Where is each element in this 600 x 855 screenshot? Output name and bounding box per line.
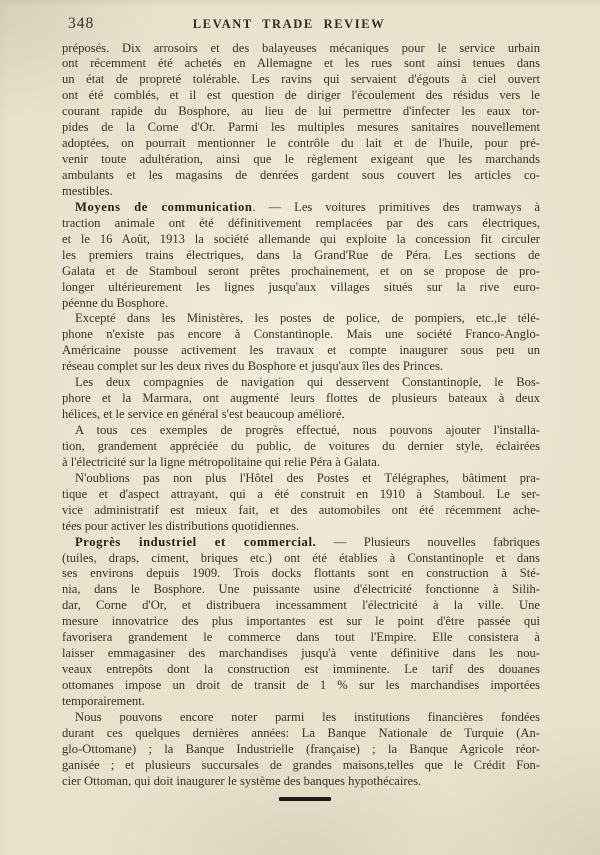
paragraph	[62, 710, 540, 790]
text-line: durant ces quelques dernières années: La Banque Nationale de Turquie (An-	[62, 725, 540, 740]
text-line: mesure innovatrice des plus importantes est sur le point d'être passée qui	[62, 614, 540, 629]
text-line: un état de propreté tolérable. Les ravins qui servaient d'égouts à ciel ouvert	[62, 72, 540, 87]
text-line: ont été comblés, et il est question de diriger l'écoulement des résidus vers le	[62, 88, 540, 103]
paragraph	[62, 423, 540, 471]
text-line: favorisera grandement le commerce dans tout l'Empire. Elle consistera à	[62, 630, 540, 645]
paragraph-heading: Progrès industriel et commercial.	[75, 534, 317, 549]
text-line: les premiers trains électriques, dans la Grand'Rue de Péra. Les sections de	[62, 247, 540, 262]
text-line: longer ultérieurement les lignes jusqu'aux villages situés sur la rive euro-	[62, 279, 540, 294]
text-line: venir toute adultération, ainsi que le règlement exigeant que les marchands	[62, 152, 540, 167]
paragraph	[62, 535, 540, 710]
text-line: temporairement.	[62, 693, 145, 708]
text-line: pides de la Corne d'Or. Parmi les multiples mesures sanitaires nouvellement	[62, 120, 540, 135]
text-line: vice administratif est mieux fait, et des automobiles ont été récemment ache-	[62, 502, 540, 517]
text-line: réseau complet sur les deux rives du Bosphore et jusqu'aux îles des Princes.	[62, 359, 444, 374]
text-line: tique et d'aspect attrayant, qui a été construit en 1910 à Stamboul. Le ser-	[62, 486, 540, 501]
text-line: péenne du Bosphore.	[62, 295, 168, 310]
journal-title: LEVANT TRADE REVIEW	[192, 17, 386, 31]
text-line: A tous ces exemples de progrès effectué, nous pouvons ajouter l'installa-	[75, 423, 540, 437]
text-line: Galata et de Stamboul seront prêtes prochainement, et on se propose de pro-	[62, 263, 540, 278]
text-line: Moyens de communication. — Les voitures primitives des tramways à	[75, 199, 541, 214]
text-line: adoptées, on pourrait mentionner le contrôle du lait et de l'huile, pour pré-	[62, 136, 540, 151]
text-line: phone n'existe pas encore à Constantinople. Mais une société Franco-Anglo-	[62, 327, 540, 342]
text-line: Nous pouvons encore noter parmi les institutions financières fondées	[75, 709, 540, 724]
text-line: tées pour activer les distributions quotidiennes.	[62, 518, 300, 533]
paragraph-heading: Moyens de communication	[75, 199, 253, 214]
article-body	[62, 41, 540, 790]
text-line: Progrès industriel et commercial. — Plusieurs nouvelles fabriques	[75, 534, 540, 549]
text-line: phore et la Marmara, ont augmenté leurs flottes de plusieurs bateaux à deux	[62, 391, 540, 406]
page-number: 348	[68, 15, 95, 32]
text-line: N'oublions pas non plus l'Hôtel des Postes et Télégraphes, bâtiment pra-	[75, 470, 540, 485]
text-line: Les deux compagnies de navigation qui desservent Constantinople, le Bos-	[75, 375, 540, 390]
text-line: mestibles.	[62, 183, 113, 198]
text-line: veaux entrepôts dont la construction est imminente. Le tarif des douanes	[62, 662, 540, 677]
text-line: ont récemment été achetés en Allemagne et les rues sont ainsi tenues dans	[62, 56, 540, 71]
text-line: dar, Corne d'Or, et distribuera incessamment l'électricité à la ville. Une	[62, 598, 540, 613]
page-header	[62, 15, 540, 35]
paragraph	[62, 311, 540, 375]
paragraph	[62, 200, 540, 312]
text-line: laisser emmagasiner des marchandises jusqu'à vente définitive dans les nou-	[62, 646, 540, 661]
text-line: Excepté dans les Ministères, les postes de police, de pompiers, etc.,le télé-	[75, 311, 540, 326]
text-line: courant rapide du Bosphore, au lieu de lui permettre d'infecter les eaux tor-	[62, 104, 540, 119]
text-line: et le 16 Août, 1913 la société allemande qui exploite la concession fit circuler	[62, 231, 540, 246]
text-line: ganisée ; et plusieurs succursales de grandes maisons,telles que le Crédit Fon-	[62, 757, 540, 772]
text-line: préposés. Dix arrosoirs et des balayeuses mécaniques pour le service urbain	[62, 40, 540, 55]
text-line: traction animale ont été définitivement remplacées par des cars électriques,	[62, 215, 540, 230]
end-of-article-divider	[279, 797, 331, 801]
text-line: nia, dans le Bosphore. Une puissante usine d'électricité fonctionne à Silih-	[62, 582, 540, 597]
text-line: tion, grandement appréciée du public, de voitures du dernier style, éclairées	[62, 438, 540, 453]
text-line: ses environs depuis 1909. Trois docks flottants sont en construction à Sté-	[62, 566, 540, 581]
paragraph	[62, 41, 540, 200]
text-line: Américaine pousse activement les travaux et compte inaugurer sous peu un	[62, 343, 540, 358]
text-line: hélices, et le service en général s'est beaucoup amélioré.	[62, 407, 345, 422]
text-line: (tuiles, draps, ciment, briques etc.) ont été établies à Constantinople et dans	[62, 550, 540, 565]
paragraph	[62, 375, 540, 423]
text-line: ottomanes impose un droit de transit de 1 % sur les marchandises importées	[62, 678, 540, 692]
text-line: glo-Ottomane) ; la Banque Industrielle (française) ; la Banque Agricole réor-	[62, 741, 540, 756]
text-line: ambulants et les magasins de denrées gardent sous couvert les articles co-	[62, 168, 540, 182]
text-line: cier Ottoman, qui doit inaugurer le système des banques hypothécaires.	[62, 773, 422, 788]
text-line: à l'électricité sur la ligne métropolitaine qui relie Péra à Galata.	[62, 454, 381, 469]
paragraph	[62, 471, 540, 535]
